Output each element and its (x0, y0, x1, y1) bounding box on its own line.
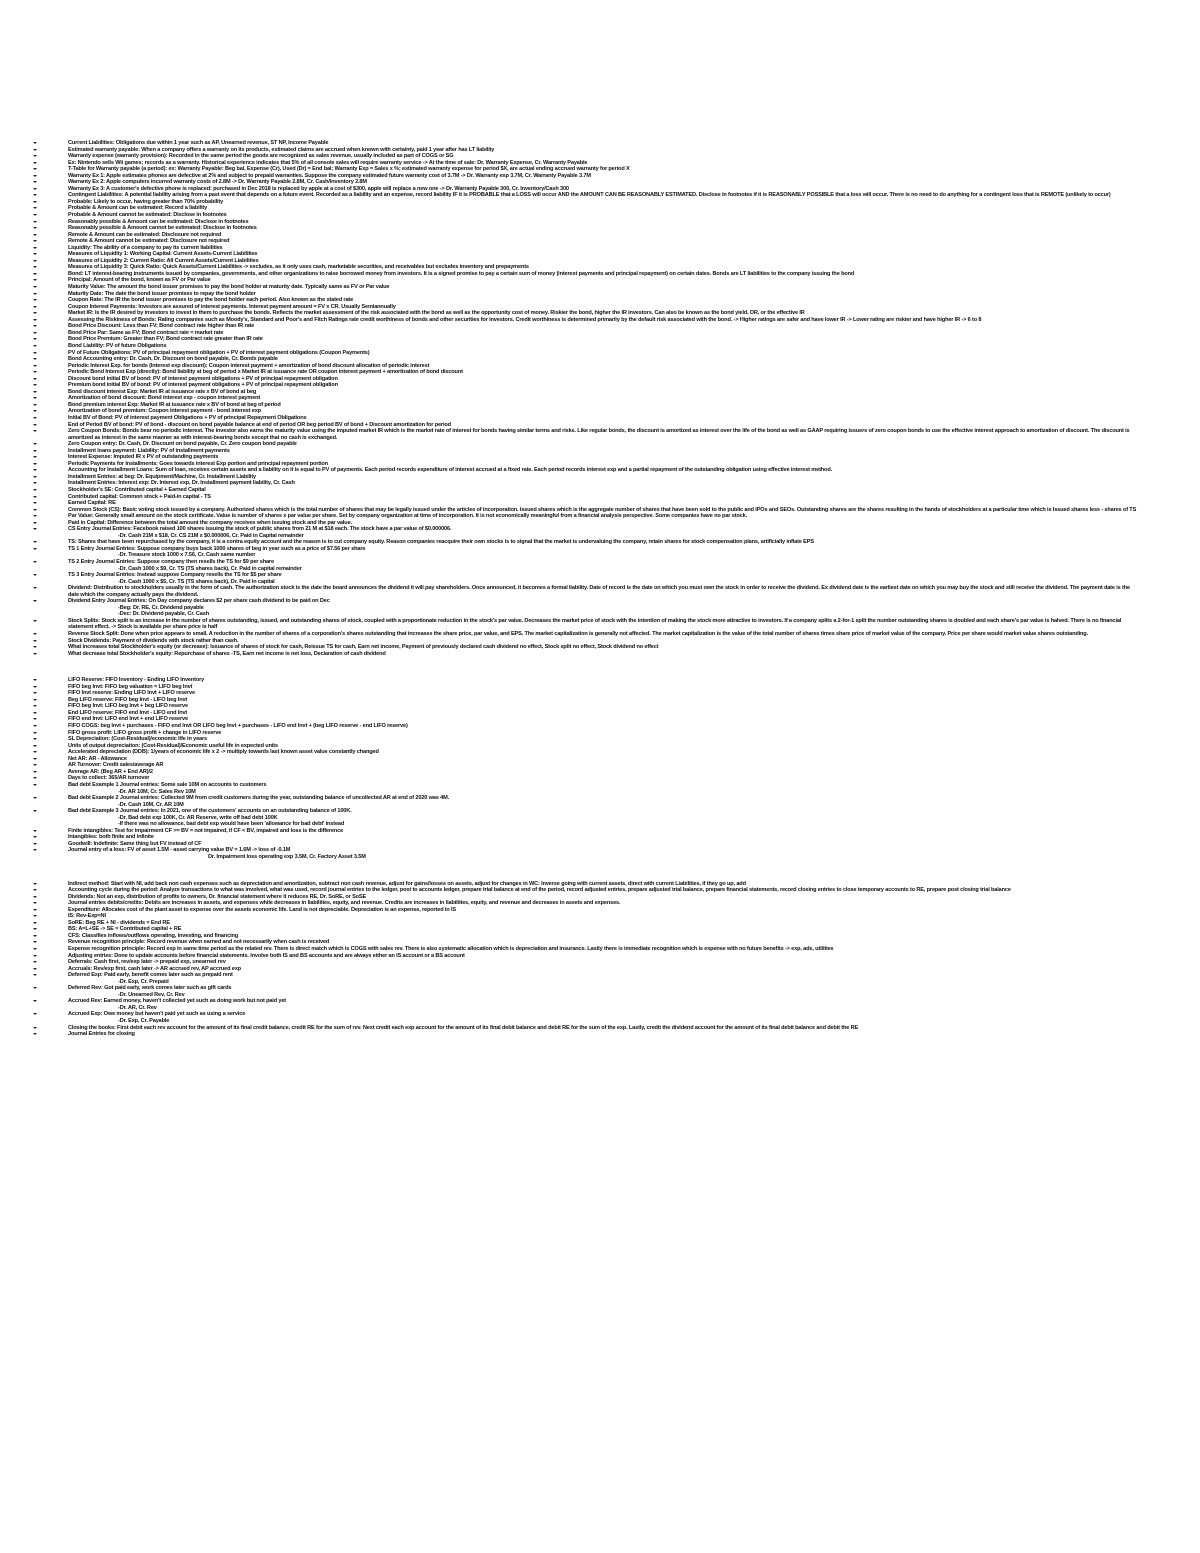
bullet-text: -Dr. Treasure stock 1000 x 7.56, Cr. Cash same number (118, 552, 256, 559)
bullet-text: Market IR: Is the IR desired by investors to invest in them to purchase the bonds. Reflects the market assessment of the risk associated with the bond as well as the opportunity cost of money. Riskier the bond, higher the IR investors. Can also be known as the bond yield, DR, or the effective IR (68, 310, 805, 317)
bullet-text: Maturity Date: The date the bond issuer promises to repay the bond holder (68, 290, 256, 297)
bullet-text: T-Table for Warranty payable (a period): ex: Warranty Payable: Beg bal, Expense (Cr), Used (Dr) = End bal; Warranty Exp = Sales x %; estimated warranty expense for period $X, are actual ending accrued warranty for period X (68, 166, 630, 173)
bullet-text: -Dr. Exp, Cr. Prepaid (118, 978, 169, 985)
bullet-text: Deferrals: Cash first, rev/exp later -> prepaid exp, unearned rev (68, 959, 226, 966)
bullet-text: Warranty Ex 2: Apple computers incurred warranty costs of 2.8M -> Dr. Warranty Payable 2.8M, Cr. Cash/Inventory 2.8M (68, 179, 367, 186)
bullet-text: -Dr. Cash 21M x $18, Cr. CS 21M x $0.000006, Cr. Paid in Capital remainder (118, 532, 304, 539)
bullet-text: Bad debt Example 3 Journal entries: In 2021, one of the customers' accounts on an outstanding balance of 100K. (68, 808, 352, 815)
bullet-text: Periodic Interest Exp. for bonds (Interest exp discount): Coupon interest payment + amortization of bond discount allocation of periodic interest (68, 362, 430, 369)
bullet-item (32, 428, 1142, 441)
bullet-text: Bond discount interest Exp: Market IR at issuance rate x BV of bond at beg (68, 388, 257, 395)
bullet-text: Warranty Ex 3: A customer's defective phone is replaced: purchased in Dec 2018 is replaced by apple at a cost of $300, apple will replace a new one -> Dr. Warranty Payable 300, Cr. Inventory/Cash 300 (68, 185, 569, 192)
bullet-text: Bond Price Par: Same as FV; Bond contract rate = market rate (68, 329, 224, 336)
bullet-item (32, 854, 1142, 861)
bullet-text: Discount bond initial BV of bond: PV of interest payment obligations + PV of principal repayment obligation (68, 375, 338, 382)
bullet-text: CS Entry Journal Entries: Facebook raised 100 shares issuing the stock of public shares from 21 M at $18 each. The stock have a par value of $0.000006. (68, 526, 452, 533)
bullet-text: -If there was no allowance, bad debt exp would have been 'allowance for bad debt' instead (118, 821, 345, 828)
bullet-text: Periodic Payments for Installments: Goes towards interest Exp portion and principal repayment portion (68, 460, 328, 467)
bullet-text: Closing the books: First debit each rev account for the amount of its final credit balance, credit RE for the sum of rev. Next credit each exp account for the amount of its final debit balance and debit RE for the sum of the exp. Lastly, credit the dividend account for the amount of its final debit balance and debit the RE (68, 1024, 859, 1031)
bullet-text: Accelerated depreciation (DDB): 1/years of economic life x 2 -> multiply towards last known asset value constantly changed (68, 749, 379, 756)
bullet-text: Stock Dividends: Payment of dividends with stock rather than cash. (68, 637, 239, 644)
bullet-text: Amortization of bond premium: Coupon interest payment - bond interest exp (68, 408, 261, 415)
bullet-text: Goodwill: Indefinite: Same thing but FV instead of CF (68, 840, 202, 847)
bullet-text: Finite intangibles: Test for impairment CF >= BV = not impaired, if CF < BV, impaired and loss is the difference (68, 827, 344, 834)
bullet-text: Units of output depreciation: (Cost-Residual)/Economic useful life in expected units (68, 742, 278, 749)
notes-section (32, 677, 1142, 860)
bullet-text: -Dr. AR 10M, Cr. Sales Rev 10M (118, 788, 196, 795)
bullet-text: Stockholder's SE: Contributed capital + Earned Capital (68, 486, 206, 493)
bullet-text: Installment loans payment: Liability: PV of installment payments (68, 447, 230, 454)
notes-document (32, 140, 1142, 1038)
bullet-text: End of Period BV of bond: PV of bond - discount on bond payable balance at end of period OR beg period BV of bond + Discount amortization for period (68, 421, 451, 428)
bullet-text: FIFO beg Invt: FIFO beg valuation = LIFO beg Invt (68, 683, 193, 690)
bullet-text: Bond Liability: PV of future Obligations (68, 342, 167, 349)
bullet-text: -Dec: Dr. Dividend payable, Cr. Cash (118, 611, 209, 618)
bullet-text: Liquidity: The ability of a company to pay its current liabilities (68, 244, 223, 251)
bullet-text: Days to collect: 365/AR turnover (68, 775, 150, 782)
notes-section (32, 140, 1142, 657)
bullet-text: -Dr. Unearned Rev, Cr. Rev (118, 991, 185, 998)
bullet-text: TS 1 Entry Journal Entries: Suppose company buys back 1000 shares of beg in year such as a price of $7.56 per share (68, 545, 366, 552)
bullet-text: Dividend: Distribution to stockholders usually in the form of cash. The authorization stock is the date the board announces the dividend it will pay shareholders. Once announced, it becomes a formal liability. Date of record is the date on which you must own the stock in order to receive the dividend. Ex dividend date is the earliest date on which you may buy the stock and still receive the dividend. The payment date is the date which the company actually pays the dividend. (68, 585, 1130, 598)
bullet-text: Dr. Impairment loss operating exp 3.5M, Cr. Factory Asset 3.5M (208, 853, 366, 860)
bullet-text: Reasonably possible & Amount can be estimated: Disclose in footnotes (68, 218, 249, 225)
bullet-text: Bond Price Discount: Less than FV; Bond contract rate higher than IR rate (68, 323, 255, 330)
bullet-text: Journal Entries for closing (68, 1031, 135, 1038)
bullet-text: Measures of Liquidity 3: Quick Ratio: Quick Assets/Current Liabilities -> excludes, as it only uses cash, marketable securities, and receivables but excludes inventory and prepayments (68, 264, 529, 271)
bullet-text: Probable & Amount cannot be estimated: Disclose in footnotes (68, 212, 227, 219)
bullet-text: Estimated warranty payable: When a company offers a warranty on its products, estimated claims are accrued when known with certainty, paid 1 year after has LT liability (68, 146, 495, 153)
bullet-text: AR Turnover: Credit sales/average AR (68, 762, 164, 769)
bullet-arrow-icon (32, 854, 68, 861)
bullet-text: Zero Coupon entry: Dr. Cash, Dr. Discount on bond payable, Cr. Zero coupon bond payable (68, 441, 297, 448)
bullet-item (32, 651, 1142, 658)
bullet-text: Revenue recognition principle: Record revenue when earned and not necessarily when cash is received (68, 939, 330, 946)
bullet-text: End LIFO reserve: FIFO end Invt - LIFO end Invt (68, 709, 188, 716)
bullet-text: Bond Accounting entry: Dr. Cash, Dr. Discount on bond payable, Cr. Bonds payable (68, 356, 278, 363)
bullet-text: Probable & Amount can be estimated: Record a liability (68, 205, 208, 212)
bullet-text: FIFO gross profit: LIFO gross profit + change in LIFO reserve (68, 729, 222, 736)
bullet-text: Measures of Liquidity 2: Current Ratio: All Current Assets/Current Liabilities (68, 257, 259, 264)
bullet-text: Net AR: AR - Allowance (68, 755, 127, 762)
bullet-arrow-icon (32, 618, 68, 625)
bullet-text: Coupon Rate: The IR the bond issuer promises to pay the bond holder each period. Also known as the stated rate (68, 297, 354, 304)
bullet-text: Bond Price Premium: Greater than FV; Bond contract rate greater than IR rate (68, 336, 263, 343)
bullet-text: Assessing the Riskiness of Bonds: Rating companies such as Moody's, Standard and Poor's and Fitch Ratings rate credit worthiness of bonds and other securities for investors. Credit worthiness is determined primarily by the default risk associated with the bond. -> Higher ratings are safer and have lower IR -> Lower rating are riskier and have higher IR -> 6 to 8 (68, 316, 982, 323)
bullet-text: Deferred Exp: Paid early, benefit comes later such as prepaid rent (68, 972, 233, 979)
bullet-text: -Dr. Cash 1000 x $5, Cr. TS (TS shares back), Dr. Paid in capital (118, 578, 275, 585)
bullet-text: Par Value: Generally small amount on the stock certificate. Value is number of shares x par value per share. Set by company organization at time of incorporation. It is not economically meaningful from a financial analysis perspective. Some companies have no par stock. (68, 513, 747, 520)
bullet-text: Initial BV of Bond: PV of interest payment Obligations + PV of principal Repayment Obligations (68, 414, 307, 421)
bullet-text: Journal entry of a loss: FV of asset 1.5M - asset carrying value BV = 1.6M -> loss of -0.1M (68, 847, 291, 854)
bullet-text: Journal entries debits/credits: Debits are increases in assets, and expenses while decreases in liabilities, equity, and revenue. Credits are increases in liabilities, equity, and revenue and decreases in assets and expenses. (68, 900, 621, 907)
bullet-text: Current Liabilities: Obligations due within 1 year such as AP, Unearned revenue, ST NP, Income Payable (68, 140, 329, 146)
bullet-text: TS: Shares that have been repurchased by the company, it is a contra equity account and the reason is to cut company equity. Reason companies reacquire their own stocks is to signal that the market is undervaluing the company, retain shares for stock compensation plans, artificially inflate EPS (68, 539, 814, 546)
bullet-text: Zero Coupon Bonds: Bonds bear no periodic interest. The investor also earns the maturity value using the imputed market IR which is the market rate of interest for bonds having similar terms and risks. Like regular bonds, the discount is amortized as interest over the life of the bond as well as GAAP requiring issuers of zero coupon bonds to use the effective interest approach to amortization of discount. The discount is amortized as interest in the same manner as with interest-bearing bonds except that no cash is exchanged. (68, 428, 1130, 441)
bullet-text: Average AR: (Beg AR + End AR)/2 (68, 768, 153, 775)
bullet-text: Remote & Amount cannot be estimated: Disclosure not required (68, 238, 230, 245)
bullet-text: Contingent Liabilities: A potential liability arising from a past event that depends on a future event. Recorded as a liability and an expense, record liability IF it is PROBABLE that a LOSS will occur AND the AMOUNT CAN BE REASONABLY ESTIMATED. Disclose in footnotes if it is REASONABLY POSSIBLE that a loss will occur. There is no need to do anything for a contingent loss that is REMOTE (unlikely to occur) (68, 192, 1111, 199)
bullet-text: Installment Entries: at beg: Dr. Equipment/Machine, Cr. Installment Liability (68, 473, 256, 480)
bullet-text: Amortization of bond discount: Bond interest exp - coupon interest payment (68, 395, 261, 402)
bullet-text: FIFO Invt reserve: Ending LIFO Invt + LIFO reserve (68, 690, 195, 697)
bullet-text: TS 2 Entry Journal Entries: Suppose company then resells the TS for $9 per share (68, 559, 274, 565)
bullet-text: Common Stock (CS): Basic voting stock issued by a company. Authorized shares which is the total number of shares that may be legally issued under the articles of incorporation. Issued shares which is the aggregate number of shares that have been sold to the public and IPOs and SEOs. Outstanding shares are the shares resulting in the hands of stockholders at a particular time which is Issued shares less - shares of TS (68, 506, 1137, 513)
bullet-text: Expenditure: Allocates cost of the plant asset to expense over the assets economic life. Land is not depreciable. Depreciation is an expense, reported in IS (68, 906, 456, 913)
bullet-text: Bond: LT interest-bearing instruments issued by companies, governments, and other organizations to raise borrowed money from investors. It is a signed promise to pay a certain sum of money (interest payments and principal repayment) on certain dates. Bonds are LT liabilities to the company issuing the bond (68, 270, 855, 277)
bullet-item (32, 618, 1142, 631)
bullet-text: Ex: Nintendo sells Wii games; records as a warranty. Historical experience indicates that 5% of all console sales will require warranty service -> At the time of sale: Dr. Warranty Expense, Cr. Warranty Payable (68, 159, 588, 166)
bullet-text: Earned Capital: RE (68, 500, 116, 507)
bullet-text: -Dr. Cash 10M, Cr. AR 10M (118, 801, 184, 808)
bullet-text: CFS: Classifies inflows/outflows operating, investing, and financing (68, 932, 239, 939)
bullet-item (32, 1031, 1142, 1038)
bullet-text: Contributed capital: Common stock + Paid-in capital - TS (68, 493, 211, 500)
bullet-text: -Beg: Dr. RE, Cr. Dividend payable (118, 604, 204, 611)
bullet-text: Interest Expense: Imputed IR x PV of outstanding payments (68, 454, 219, 461)
notes-section (32, 881, 1142, 1038)
bullet-text: BS: A=L+SE -> SE = Contributed capital + RE (68, 926, 182, 933)
bullet-text: What increases total Stockholder's equity (or decrease): Issuance of shares of stock for cash, Reissue TS for cash, Earn net income, Payment of previously declared cash dividend no effect, Stock split no effect, Stock dividend no effect (68, 644, 659, 651)
bullet-text: Dividend Entry Journal Entries: On Day company declares $2 per share cash dividend to be paid on Dec (68, 598, 330, 605)
bullet-arrow-icon (32, 651, 68, 658)
bullet-text: Remote & Amount can be estimated: Disclosure not required (68, 231, 222, 238)
bullet-text: Bad debt Example 1 Journal entries: Some sale 10M on accounts to customers (68, 781, 267, 788)
bullet-text: FIFO end Invt: LIFO end Invt + end LIFO reserve (68, 716, 188, 723)
bullet-arrow-icon (32, 1031, 68, 1038)
bullet-text: What decrease total Stockholder's equity: Repurchase of shares -TS, Earn net income is net loss, Declaration of cash dividend (68, 650, 386, 657)
bullet-text: SL Depreciation: (Cost-Residual)/economic life in years (68, 736, 207, 743)
bullet-text: Accrued Rev: Earned money, haven't collected yet such as doing work but not paid yet (68, 998, 287, 1005)
bullet-text: Coupon Interest Payments: Investors are assured of interest payments. Interest payment amount = FV x CR. Usually Semiannually (68, 303, 396, 310)
bullet-text: Principal: Amount of the bond, known as FV or Par value (68, 277, 211, 284)
bullet-text: Probable: Likely to occur, having greater than 70% probability (68, 198, 224, 205)
bullet-text: Expense recognition principle: Record exp in same time period as the related rev. There is direct match which is COGS with sales rev. There is also systematic allocation which is depreciation and insurance. Lastly there is immediate recognition which is expense with no future benefits -> exp, ads, utilities (68, 945, 834, 952)
bullet-text: Intangibles: both finite and infinite (68, 834, 154, 841)
bullet-text: Maturity Value: The amount the bond issuer promises to pay the bond holder at maturity date. Typically same as FV or Par value (68, 284, 390, 291)
bullet-text: -Dr. Bad debt exp 100K, Cr. AR Reserve, write off bad debt 100K (118, 814, 278, 821)
bullet-text: Accounting cycle during the period: Analyze transactions to what was involved, what was used, record journal entries to the ledger, post to accounts ledger, prepare trial balance at end of the period, record adjusted entries, prepare adjusted trial balance, prepare financial statements, record closing entries to close temporary accounts to RE, prepare post closing trial balance (68, 887, 1011, 894)
bullet-text: Adjusting entries: Done to update accounts before financial statements. Involve both IS and BS accounts and are always either an IS account or a BS account (68, 952, 465, 959)
bullet-text: Accrued Exp: Owe money but haven't paid yet such as using a service (68, 1011, 246, 1018)
bullet-text: Accounting for Installment Loans: Sum of loan, receives certain assets and a liability on it is equal to PV of payments. Each period records expenditure of interest accrued at a fixed rate. Each period records interest exp and a partial repayment of the outstanding obligation using effective interest method. (68, 467, 832, 474)
bullet-item (32, 585, 1142, 598)
bullet-text: Beg LIFO reserve: FIFO beg Invt - LIFO beg Invt (68, 696, 188, 703)
bullet-text: Accruals: Rev/exp first, cash later -> AR accrued rev, AP accrued exp (68, 965, 241, 972)
bullet-text: Deferred Rev: Got paid early, work comes later such as gift cards (68, 985, 232, 992)
bullet-text: Installment Entries: Interest exp: Dr. Interest exp, Dr. Installment payment liability, Cr. Cash (68, 480, 295, 487)
bullet-text: Periodic Bond Interest Exp (directly): Bond liability at beg of period x Market IR at issuance rate OR coupon interest payment + amortization of bond discount (68, 369, 463, 376)
bullet-text: Indirect method: Start with NI, add back non cash expenses such as depreciation and amortization, subtract non cash revenue, adjust for gains/losses on assets, adjust for changes in WC: Inverse going with current assets, direct with current Liabilities, if they go up, add (68, 880, 746, 887)
bullet-text: -Dr. Exp, Cr. Payable (118, 1018, 170, 1024)
bullet-text: Bad debt Example 2 Journal entries: Collected 9M from credit customers during the year, outstanding balance of uncollected AR at end of 2020 was 4M. (68, 795, 450, 802)
bullet-text: FIFO COGS: beg Invt + purchases - FIFO end Invt OR LIFO beg Invt + purchases - LIFO end Invt + (beg LIFO reserve - end LIFO reserve) (68, 723, 408, 730)
bullet-text: -Dr. AR, Cr. Rev (118, 1004, 157, 1011)
bullet-text: Paid in Capital: Difference between the total amount the company receives when issuing stock and the par value. (68, 519, 352, 526)
bullet-text: Measures of Liquidity 1: Working Capital: Current Assets-Current Liabilities (68, 251, 258, 258)
bullet-text: PV of Future Obligations: PV of principal repayment obligation + PV of interest payment obligations (Coupon Payments) (68, 349, 370, 356)
bullet-text: IS: Rev-Exp=NI (68, 913, 106, 920)
bullet-text: Stock Splits: Stock split is an increase in the number of shares outstanding, issued, and outstanding shares of stock, coupled with a proportionate reduction in the stock's par value. Decreases the market price of stock with the intention of making the stock more attractive to investors. If a company splits a 2-for-1 split the number outstanding shares is doubled and each share's par value is halved. There is no financial statement effect. -> Stock is available per share price is half (68, 617, 1122, 631)
bullet-text: -Dr. Cash 1000 x $9, Cr. TS (TS shares back), Cr. Paid in capital remainder (118, 565, 302, 572)
bullet-text: Dividends: Not an exp, distribution of profits to owners, Dr. financial statement where it reduces RE, Dr. SoRE, or SoSE (68, 893, 367, 900)
bullet-text: Warranty Ex 1: Apple estimates phones are defective at 2% and subject to prepaid warranties. Suppose the company estimated future warranty cost of 3.7M -> Dr. Warranty exp 3.7M, Cr. Warranty Payable 3.7M (68, 172, 591, 179)
bullet-arrow-icon (32, 428, 68, 435)
bullet-text: SoRE: Beg RE + NI - dividends = End RE (68, 919, 170, 926)
bullet-arrow-icon (32, 585, 68, 592)
bullet-text: TS 3 Entry Journal Entries: Instead suppose Company resells the TS for $5 per share (68, 572, 282, 579)
bullet-text: Bond premium interest Exp: Market IR at issuance rate x BV of bond at beg of period (68, 401, 281, 408)
bullet-text: FIFO beg Invt: LIFO beg Invt + beg LIFO reserve (68, 703, 188, 710)
bullet-text: Reverse Stock Split: Done when price appears to small. A reduction in the number of shares of a corporation's shares outstanding that increases the share price, par value, and EPS. The market capitalization is generally not affected. The market capitalization is the value of the total number of shares times share price of market value of the company. Price per share would market value shares outstanding. (68, 631, 1088, 638)
bullet-text: Warranty expense (warranty provision): Recorded in the same period the goods are recognized as sales revenue, usually included as part of COGS or SG (68, 153, 454, 160)
bullet-text: Reasonably possible & Amount cannot be estimated: Disclose in footnotes (68, 225, 257, 232)
bullet-text: Premium bond initial BV of bond: PV of interest payment obligations + PV of principal repayment obligation (68, 382, 338, 389)
bullet-text: LIFO Reserve: FIFO Inventory - Ending LIFO Inventory (68, 677, 205, 684)
